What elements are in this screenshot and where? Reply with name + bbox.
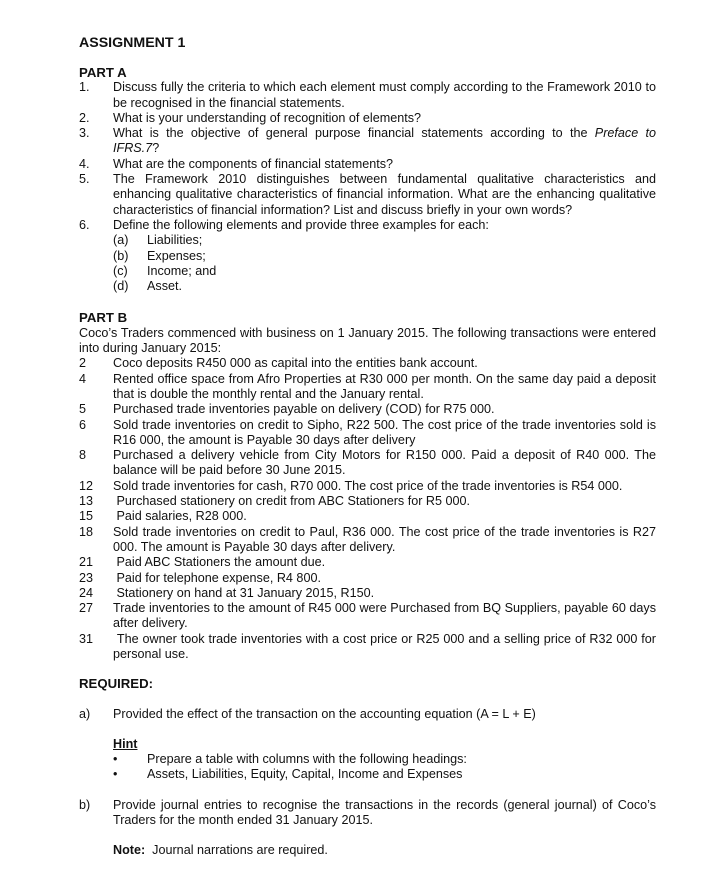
transaction-day: 15 <box>79 509 94 524</box>
transaction-text: Paid ABC Stationers the amount due. <box>113 555 326 570</box>
question-text: What is your understanding of recognition of elements? <box>113 110 422 125</box>
question-1 <box>79 80 656 111</box>
transaction-text: Purchased trade inventories payable on delivery (COD) for R75 000. <box>113 402 495 417</box>
required-text: Provided the effect of the transaction on the accounting equation (A = L + E) <box>113 706 536 721</box>
sub-item: (a) Liabilities; <box>113 233 203 248</box>
transaction-row <box>79 448 660 479</box>
transaction-row <box>79 417 660 449</box>
transaction-day: 5 <box>79 402 87 417</box>
transaction-text: Trade inventories to the amount of R45 000 were Purchased from BQ Suppliers, payable 60 days after delivery. <box>113 601 660 631</box>
required-text: Provide journal entries to recognise the transactions in the records (general journal) of Coco’s Traders for the month ended 31 January 2015. <box>113 797 656 828</box>
transaction-row <box>79 509 656 524</box>
transaction-text: Purchased a delivery vehicle from City Motors for R150 000. Paid a deposit of R40 000. The balance will be paid before 30 June 2015. <box>113 448 660 478</box>
transaction-day: 31 <box>79 631 94 646</box>
transaction-text: Sold trade inventories for cash, R70 000. The cost price of the trade inventories is R54 000. <box>113 478 623 493</box>
transaction-row <box>79 631 660 663</box>
question-text: The Framework 2010 distinguishes between fundamental qualitative characteristics and enhancing qualitative characteristics of financial information. What are the enhancing qualitative characteristics of financial information? List and discuss briefly in your own words? <box>113 172 656 217</box>
question-2 <box>79 111 656 126</box>
transaction-row <box>79 371 660 403</box>
transaction-day: 12 <box>79 478 94 493</box>
transaction-day: 13 <box>79 494 94 509</box>
note-label: Note: <box>113 843 146 858</box>
required-a <box>79 707 656 722</box>
question-text: Define the following elements and provide three examples for each: <box>113 217 489 232</box>
transaction-day: 8 <box>79 448 87 463</box>
part-a-heading: PART A <box>79 65 127 80</box>
question-number: 5. <box>79 172 90 187</box>
assignment-title: ASSIGNMENT 1 <box>79 35 186 51</box>
transaction-text: Sold trade inventories on credit to Sipho, R22 500. The cost price of the trade inventories sold is R16 000, the amount is Payable 30 days after delivery <box>113 417 660 447</box>
transaction-text: Coco deposits R450 000 as capital into the entities bank account. <box>113 356 478 371</box>
question-text: Discuss fully the criteria to which each element must comply according to the Framework 2010 to be recognised in the financial statements. <box>113 80 656 110</box>
question-number: 2. <box>79 110 90 125</box>
question-text: What are the components of financial statements? <box>113 156 394 171</box>
transaction-text: Sold trade inventories on credit to Paul, R36 000. The cost price of the trade inventories is R27 000. The amount is Payable 30 days after delivery. <box>113 524 660 554</box>
question-5 <box>79 172 656 218</box>
transaction-day: 4 <box>79 371 87 386</box>
required-b <box>79 798 656 829</box>
transaction-row <box>79 586 656 601</box>
hint-bullet: • Prepare a table with columns with the following headings: <box>79 752 656 767</box>
sub-item: (b) Expenses; <box>113 248 206 263</box>
sub-item: (c) Income; and <box>113 263 217 278</box>
preface-reference: Preface to IFRS.7 <box>113 126 657 156</box>
transaction-list <box>79 356 660 662</box>
assignment-document <box>79 33 660 859</box>
part-b-intro: Coco’s Traders commenced with business on 1 January 2015. The following transactions were entered into during January 2015: <box>79 325 656 356</box>
transaction-text: Paid for telephone expense, R4 800. <box>113 570 321 585</box>
transaction-day: 6 <box>79 417 87 432</box>
note <box>79 843 656 858</box>
transaction-day: 24 <box>79 585 94 600</box>
transaction-row <box>79 601 660 632</box>
question-text: What is the objective of general purpose financial statements according to the Preface to IFRS.7? <box>113 126 657 156</box>
required-letter: b) <box>79 797 91 812</box>
transaction-day: 27 <box>79 601 94 616</box>
transaction-day: 23 <box>79 570 94 585</box>
transaction-day: 2 <box>79 356 87 371</box>
transaction-text: Rented office space from Afro Properties at R30 000 per month. On the same day paid a deposit that is double the monthly rental and the January rental. <box>113 371 660 401</box>
bullet-icon <box>113 752 147 767</box>
hint-label: Hint <box>113 736 138 751</box>
question-6 <box>79 218 656 233</box>
transaction-text: Stationery on hand at 31 January 2015, R150. <box>113 585 375 600</box>
question-number: 3. <box>79 126 90 141</box>
transaction-row <box>79 479 656 494</box>
required-letter: a) <box>79 706 91 721</box>
question-number: 1. <box>79 80 90 95</box>
transaction-row <box>79 571 656 586</box>
required-heading: REQUIRED: <box>79 676 153 692</box>
question-number: 4. <box>79 156 90 171</box>
transaction-day: 18 <box>79 524 94 539</box>
hint-bullet: • Assets, Liabilities, Equity, Capital, Income and Expenses <box>79 767 656 782</box>
transaction-row <box>79 356 656 371</box>
bullet-icon <box>113 767 147 782</box>
transaction-row <box>79 555 656 570</box>
transaction-row <box>79 524 660 556</box>
transaction-text: The owner took trade inventories with a cost price or R25 000 and a selling price of R32 000 for personal use. <box>113 631 660 661</box>
question-3 <box>79 126 656 157</box>
transaction-text: Paid salaries, R28 000. <box>113 509 247 524</box>
question-number: 6. <box>79 217 90 232</box>
transaction-row <box>79 494 656 509</box>
transaction-text: Purchased stationery on credit from ABC Stationers for R5 000. <box>113 494 470 509</box>
transaction-day: 21 <box>79 555 94 570</box>
question-4 <box>79 157 656 172</box>
note-text: Journal narrations are required. <box>145 843 328 858</box>
transaction-row <box>79 402 656 417</box>
sub-item: (d) Asset. <box>113 279 182 294</box>
part-b-heading: PART B <box>79 310 128 326</box>
